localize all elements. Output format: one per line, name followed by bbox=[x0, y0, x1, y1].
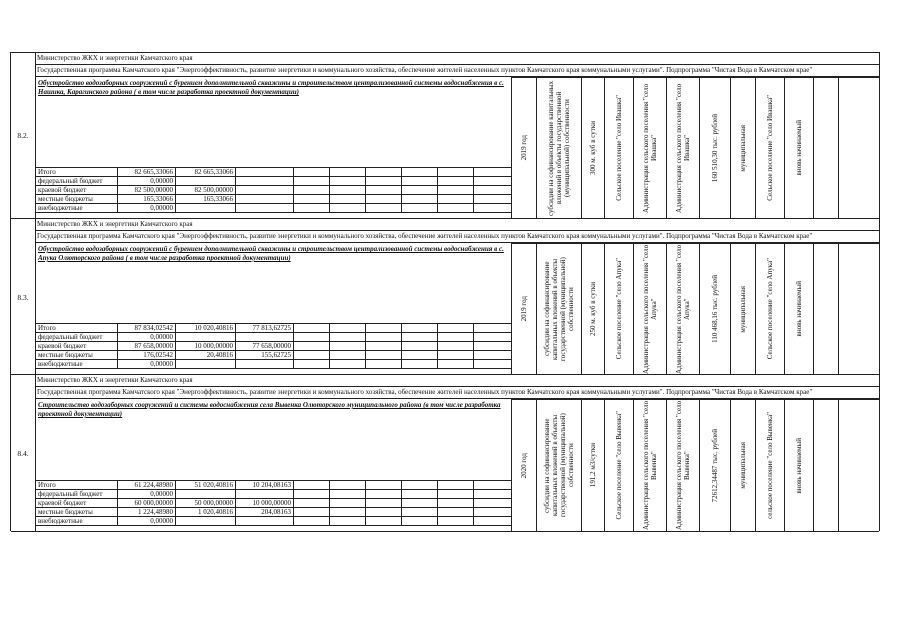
ownership-cell: муниципальная bbox=[739, 124, 747, 172]
table-row: Итого 82 665,33066 82 665,33066 bbox=[36, 168, 512, 177]
table-row: федеральный бюджет 0,00000 bbox=[36, 490, 512, 499]
table-row: местные бюджеты 176,02542 20,40816 155,62725 bbox=[36, 351, 512, 360]
owner-cell: Сельское поселение "село Вывенка" bbox=[615, 411, 623, 520]
row-number-cell bbox=[11, 53, 36, 218]
status-cell: вновь начинаемый bbox=[795, 281, 803, 337]
program-row: Государственная программа Камчатского края "Энергоэффективность, развитие энергетики и коммунального хозяйства, обеспечение жителей населенных пунктов Камчатского края коммунальными услугами". Подпрограмма "Чистая Вода в Камчатском крае" bbox=[35, 65, 879, 77]
project-title: Строительство водозаборных сооружений и системы водоснабжения села Вывенка Олюторского муниципального района (в том числе разработка проектной документации) bbox=[38, 401, 501, 418]
table-row: Итого 87 834,02542 10 020,40816 77 813,62725 bbox=[36, 324, 512, 333]
owner-cell: Сельское поселение "село Ивашка" bbox=[615, 95, 623, 201]
funding-type-cell: субсидии на софинансирование капитальных вложений в объекты государственной (муниципальной) собственности bbox=[543, 413, 575, 518]
developer-cell: Администрация сельского поселения "село Апука" bbox=[675, 244, 691, 374]
financing-table bbox=[35, 167, 512, 213]
document-page bbox=[10, 52, 880, 531]
row-number: 8.3. bbox=[17, 293, 29, 302]
table-row: краевой бюджет 87 658,00000 10 000,00000 77 658,00000 bbox=[36, 342, 512, 351]
year-cell: 2019 год bbox=[520, 296, 528, 322]
customer-cell: Администрация сельского поселения "село Ивашка" bbox=[642, 83, 658, 213]
row-number: 8.2. bbox=[17, 131, 29, 140]
settlement-cell: сельское поселение "село Вывенка" bbox=[766, 412, 774, 519]
block-8-2 bbox=[11, 53, 879, 219]
owner-cell: Сельское поселение "село Апука" bbox=[615, 258, 623, 360]
block-8-4 bbox=[11, 375, 879, 532]
program-row: Государственная программа Камчатского края "Энергоэффективность, развитие энергетики и коммунального хозяйства, обеспечение жителей населенных пунктов Камчатского края коммунальными услугами". Подпрограмма "Чистая Вода в Камчатском крае" bbox=[35, 387, 879, 399]
ministry-row: Министерство ЖКХ и энергетики Камчатского края bbox=[35, 53, 879, 65]
table-row: Итого 61 224,48980 51 020,40816 10 204,08163 bbox=[36, 481, 512, 490]
developer-cell: Администрация сельского поселения "село Вывенка" bbox=[675, 400, 691, 531]
capacity-cell: 250 м. куб в сутки bbox=[589, 282, 597, 336]
cost-cell: 72612,34487 тыс. рублей bbox=[711, 428, 719, 503]
table-row: внебюджетные 0,00000 bbox=[36, 204, 512, 213]
funding-type-cell: субсидии на софинансирование капитальных вложений в объекты государственной (муниципальной) собственности bbox=[543, 257, 575, 361]
table-row: местные бюджеты 165,33066 165,33066 bbox=[36, 195, 512, 204]
project-title: Обустройство водозаборных сооружений с бурением дополнительной скважины и строительством централизованной системы водоснабжения в с. Нашика, Карагинского района ( в том числе разработка проектной документации) bbox=[38, 79, 504, 96]
cost-cell: 110 468,16 тыс. рублей bbox=[711, 275, 719, 343]
financing-table bbox=[35, 323, 512, 369]
table-row: краевой бюджет 82 500,00000 82 500,00000 bbox=[36, 186, 512, 195]
row-number-cell bbox=[11, 375, 36, 531]
capacity-cell: 191,2 м3/сутки bbox=[589, 443, 597, 488]
customer-cell: Администрация сельского поселения "село Апука" bbox=[642, 244, 658, 374]
table-row: местные бюджеты 1 224,48980 1 020,40816 204,08163 bbox=[36, 508, 512, 517]
funding-type-cell: субсидии на софинансирование капитальных вложений в объекты государственной (муниципальной) собственности bbox=[547, 80, 571, 216]
ownership-cell: муниципальная bbox=[739, 285, 747, 333]
row-number-cell bbox=[11, 219, 36, 374]
status-cell: вновь начинаемый bbox=[795, 437, 803, 494]
vertical-columns bbox=[511, 77, 879, 218]
capacity-cell: 300 м. куб в сутки bbox=[589, 121, 597, 175]
ownership-cell: муниципальная bbox=[739, 442, 747, 489]
block-8-3 bbox=[11, 219, 879, 375]
vertical-columns bbox=[511, 243, 879, 374]
status-cell: вновь начинаемый bbox=[795, 120, 803, 176]
vertical-columns bbox=[511, 399, 879, 531]
project-title: Обустройство водозаборных сооружений с бурением дополнительной скважины и строительством централизованной системы водоснабжения в с. Апука Олюторского района ( в том числе разработка проектной документации) bbox=[38, 245, 504, 262]
table-row: внебюджетные 0,00000 bbox=[36, 517, 512, 526]
ministry-row: Министерство ЖКХ и энергетики Камчатского края bbox=[35, 219, 879, 231]
table-row: федеральный бюджет 0,00000 bbox=[36, 333, 512, 342]
table-row: внебюджетные 0,00000 bbox=[36, 360, 512, 369]
settlement-cell: Сельское поселение "село Апука" bbox=[766, 258, 774, 360]
year-cell: 2020 год bbox=[520, 452, 528, 479]
table-row: краевой бюджет 60 000,00000 50 000,00000 10 000,00000 bbox=[36, 499, 512, 508]
table-row: федеральный бюджет 0,00000 bbox=[36, 177, 512, 186]
financing-table bbox=[35, 480, 512, 526]
developer-cell: Администрация сельского поселения "село Ивашка" bbox=[675, 83, 691, 213]
program-row: Государственная программа Камчатского края "Энергоэффективность, развитие энергетики и коммунального хозяйства, обеспечение жителей населенных пунктов Камчатского края коммунальными услугами". Подпрограмма "Чистая Вода в Камчатском крае" bbox=[35, 231, 879, 243]
settlement-cell: Сельское поселение "село Ивашка" bbox=[766, 95, 774, 201]
cost-cell: 160 510,30 тыс. рублей bbox=[711, 113, 719, 183]
ministry-row: Министерство ЖКХ и энергетики Камчатского края bbox=[35, 375, 879, 387]
year-cell: 2019 год bbox=[520, 135, 528, 161]
row-number: 8.4. bbox=[17, 449, 29, 458]
customer-cell: Администрация сельского поселения "село Вывенка" bbox=[642, 400, 658, 531]
